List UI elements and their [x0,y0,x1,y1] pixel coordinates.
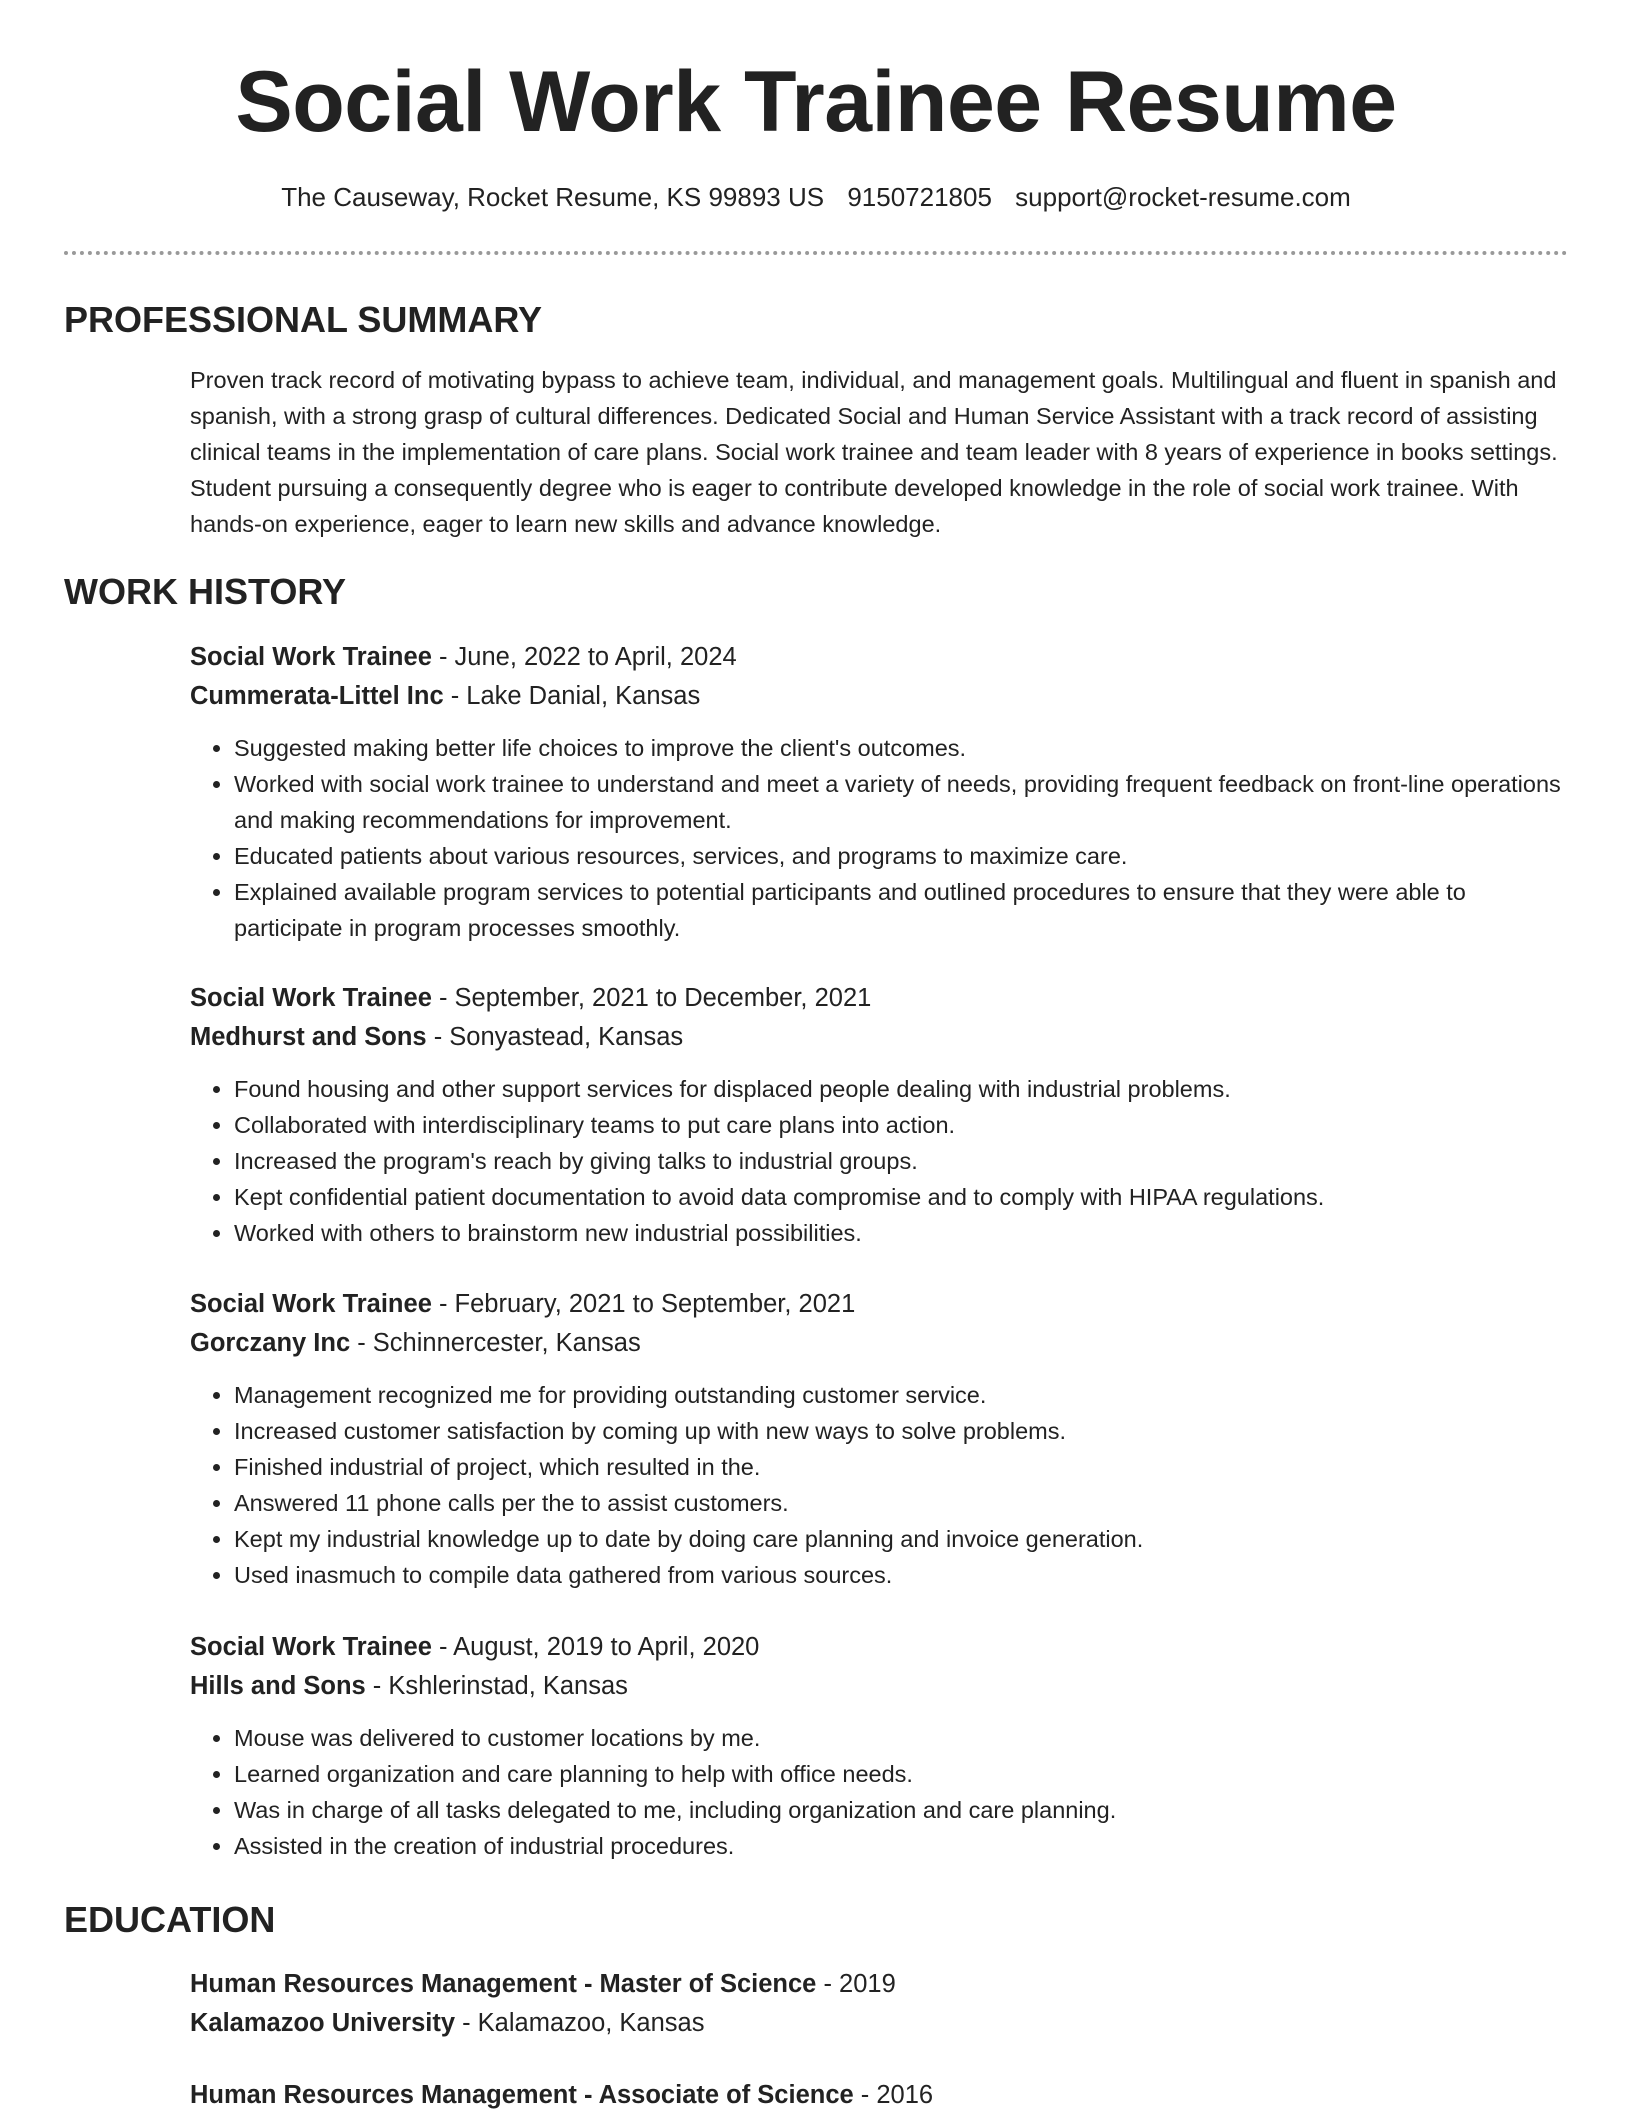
job-company-line [190,1324,1568,1363]
job-bullet: • Increased customer satisfaction by coming up with new ways to solve problems. [234,1413,1568,1449]
job-bullet: • Educated patients about various resources, services, and programs to maximize care. [234,838,1568,874]
education-degree-line [190,1965,1568,2004]
education-entry [64,2076,1568,2115]
education-entry [64,1965,1568,2043]
job-bullet: • Increased the program's reach by giving talks to industrial groups. [234,1143,1568,1179]
education-school-line [190,2004,1568,2043]
contact-email: support@rocket-resume.com [1015,182,1351,212]
education-location: - Kalamazoo, Kansas [455,2009,705,2037]
contact-line [0,180,1632,214]
job-bullet: • Learned organization and care planning to help with office needs. [234,1756,1568,1792]
job-bullet: • Was in charge of all tasks delegated to me, including organization and care planning. [234,1792,1568,1828]
job-location: - Kshlerinstad, Kansas [365,1672,628,1700]
job-entry [64,638,1568,946]
job-bullets [190,1377,1568,1593]
job-company-line [190,677,1568,716]
job-bullet: • Management recognized me for providing outstanding customer service. [234,1377,1568,1413]
job-company-line [190,1667,1568,1706]
header-divider [64,251,1568,255]
job-bullet: • Kept confidential patient documentation to avoid data compromise and to comply with HIPAA regulations. [234,1179,1568,1215]
contact-phone: 9150721805 [847,182,992,212]
job-title: Social Work Trainee [190,1290,432,1318]
education-degree: Human Resources Management - Master of Science [190,1970,817,1998]
job-entry [64,1628,1568,1864]
job-dates: - August, 2019 to April, 2020 [431,1633,760,1661]
job-location: - Schinnercester, Kansas [350,1329,641,1357]
job-entry [64,979,1568,1251]
job-dates: - February, 2021 to September, 2021 [431,1290,856,1318]
work-history-heading: WORK HISTORY [64,571,347,612]
summary-heading: PROFESSIONAL SUMMARY [64,299,543,340]
job-location: - Sonyastead, Kansas [426,1023,684,1051]
job-title-line [190,1285,1568,1324]
education-degree: Human Resources Management - Associate of Science [190,2081,854,2109]
education-school: Kalamazoo University [190,2009,456,2037]
contact-address: The Causeway, Rocket Resume, KS 99893 US [281,182,825,212]
job-title-line [190,1628,1568,1667]
job-bullet: • Suggested making better life choices to improve the client's outcomes. [234,730,1568,766]
job-bullet: • Answered 11 phone calls per the to assist customers. [234,1485,1568,1521]
job-title: Social Work Trainee [190,643,432,671]
education-year: - 2019 [816,1970,896,1998]
job-entry [64,1285,1568,1593]
summary-text: Proven track record of motivating bypass to achieve team, individual, and management goals. Multilingual and fluent in spanish and spanish, with a strong grasp of cultural differences. Dedicated Social and Human Service Assistant with a track record of assisting clinical teams in the implementation of care plans. Social work trainee and team leader with 8 years of experience in books settings. Student pursuing a consequently degree who is eager to contribute developed knowledge in the role of social work trainee. With hands-on experience, eager to learn new skills and advance knowledge. [190,367,1558,537]
job-company: Medhurst and Sons [190,1023,427,1051]
job-location: - Lake Danial, Kansas [443,682,701,710]
job-title: Social Work Trainee [190,984,432,1012]
job-company: Gorczany Inc [190,1329,351,1357]
education-heading: EDUCATION [64,1899,276,1940]
work-history-section [64,570,1568,614]
job-dates: - June, 2022 to April, 2024 [431,643,737,671]
job-company: Cummerata-Littel Inc [190,682,444,710]
job-bullet: • Mouse was delivered to customer locations by me. [234,1720,1568,1756]
summary-section [64,298,1568,542]
job-company: Hills and Sons [190,1672,366,1700]
job-bullets [190,1071,1568,1251]
education-section [64,1898,1568,1942]
job-dates: - September, 2021 to December, 2021 [431,984,872,1012]
job-bullets [190,1720,1568,1864]
job-bullet: • Used inasmuch to compile data gathered from various sources. [234,1557,1568,1593]
job-bullets [190,730,1568,946]
job-bullet: • Found housing and other support services for displaced people dealing with industrial problems. [234,1071,1568,1107]
job-title-line [190,638,1568,677]
job-title: Social Work Trainee [190,1633,432,1661]
job-bullet: • Kept my industrial knowledge up to date by doing care planning and invoice generation. [234,1521,1568,1557]
resume-title: Social Work Trainee Resume [235,54,1397,150]
job-bullet: • Collaborated with interdisciplinary teams to put care plans into action. [234,1107,1568,1143]
job-bullet: • Assisted in the creation of industrial procedures. [234,1828,1568,1864]
job-bullet: • Worked with others to brainstorm new industrial possibilities. [234,1215,1568,1251]
education-degree-line [190,2076,1568,2115]
education-year: - 2016 [853,2081,934,2109]
job-bullet: • Worked with social work trainee to understand and meet a variety of needs, providing frequent feedback on front-line operations and making recommendations for improvement. [234,766,1568,838]
job-bullet: • Finished industrial of project, which resulted in the. [234,1449,1568,1485]
job-bullet: • Explained available program services to potential participants and outlined procedures to ensure that they were able to participate in program processes smoothly. [234,874,1568,946]
job-title-line [190,979,1568,1018]
job-company-line [190,1018,1568,1057]
